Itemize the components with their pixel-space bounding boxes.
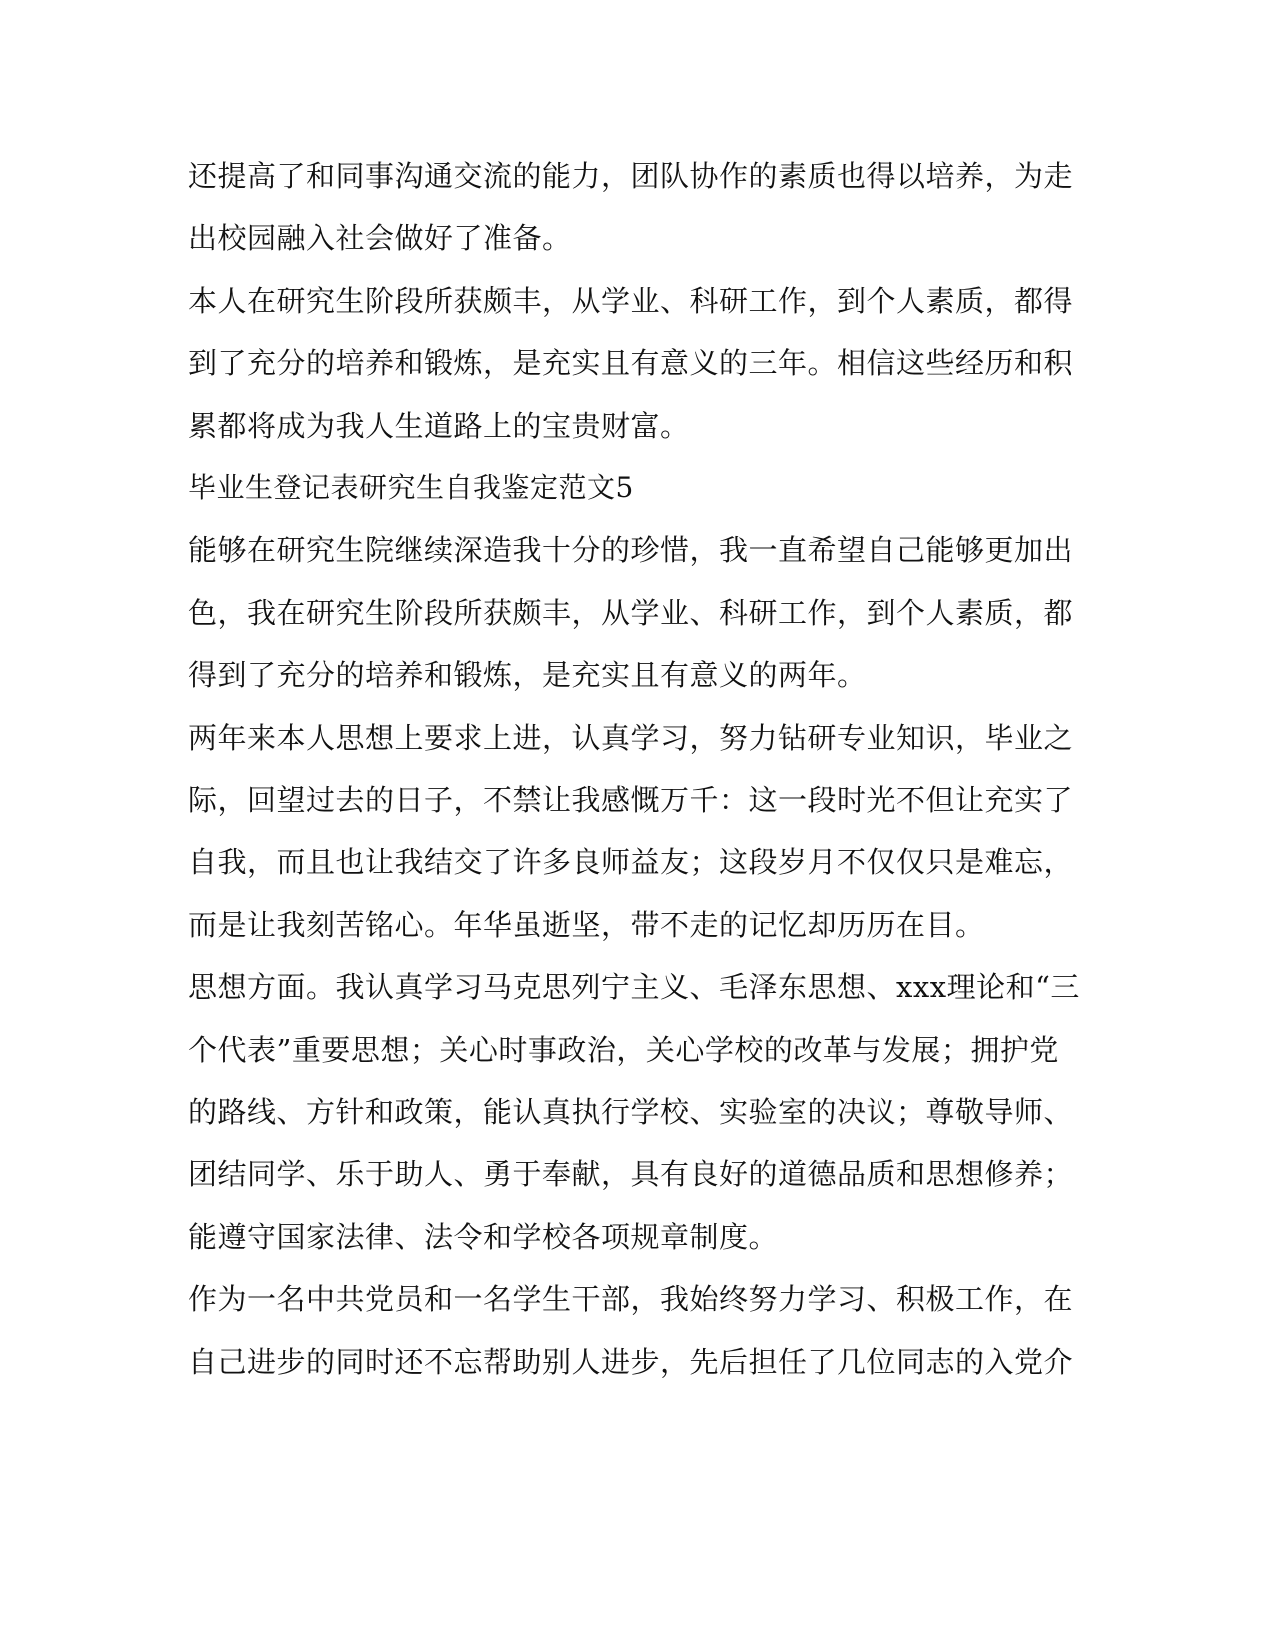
section-heading: 毕业生登记表研究生自我鉴定范文5 [188,471,634,504]
text-line: 团结同学、乐于助人、勇于奉献，具有良好的道德品质和思想修养； [188,1157,1074,1191]
text-line: 累都将成为我人生道路上的宝贵财富。 [188,409,690,443]
text-line: 作为一名中共党员和一名学生干部，我始终努力学习、积极工作，在 [188,1282,1074,1316]
text-line: 还提高了和同事沟通交流的能力，团队协作的素质也得以培养，为走 [188,159,1074,193]
text-line: 能遵守国家法律、法令和学校各项规章制度。 [188,1220,779,1254]
text-line: 出校园融入社会做好了准备。 [188,221,572,255]
text-line: 到了充分的培养和锻炼，是充实且有意义的三年。相信这些经历和积 [188,346,1074,380]
text-line: 而是让我刻苦铭心。年华虽逝坚，带不走的记忆却历历在目。 [188,908,985,942]
text-line: 思想方面。我认真学习马克思列宁主义、毛泽东思想、xxx理论和“三 [188,970,1080,1004]
text-line: 际，回望过去的日子，不禁让我感慨万千：这一段时光不但让充实了 [188,783,1074,817]
text-line: 个代表”重要思想；关心时事政治，关心学校的改革与发展；拥护党 [188,1033,1059,1067]
text-line: 自己进步的同时还不忘帮助别人进步，先后担任了几位同志的入党介 [188,1345,1074,1379]
text-line: 能够在研究生院继续深造我十分的珍惜，我一直希望自己能够更加出 [188,533,1074,567]
text-line: 的路线、方针和政策，能认真执行学校、实验室的决议；尊敬导师、 [188,1095,1074,1129]
text-line: 自我，而且也让我结交了许多良师益友；这段岁月不仅仅只是难忘， [188,845,1074,879]
text-line: 色，我在研究生阶段所获颇丰，从学业、科研工作，到个人素质，都 [188,596,1074,630]
text-line: 本人在研究生阶段所获颇丰，从学业、科研工作，到个人素质，都得 [188,284,1074,318]
text-line: 两年来本人思想上要求上进，认真学习，努力钻研专业知识，毕业之 [188,721,1074,755]
text-line: 得到了充分的培养和锻炼，是充实且有意义的两年。 [188,658,867,692]
